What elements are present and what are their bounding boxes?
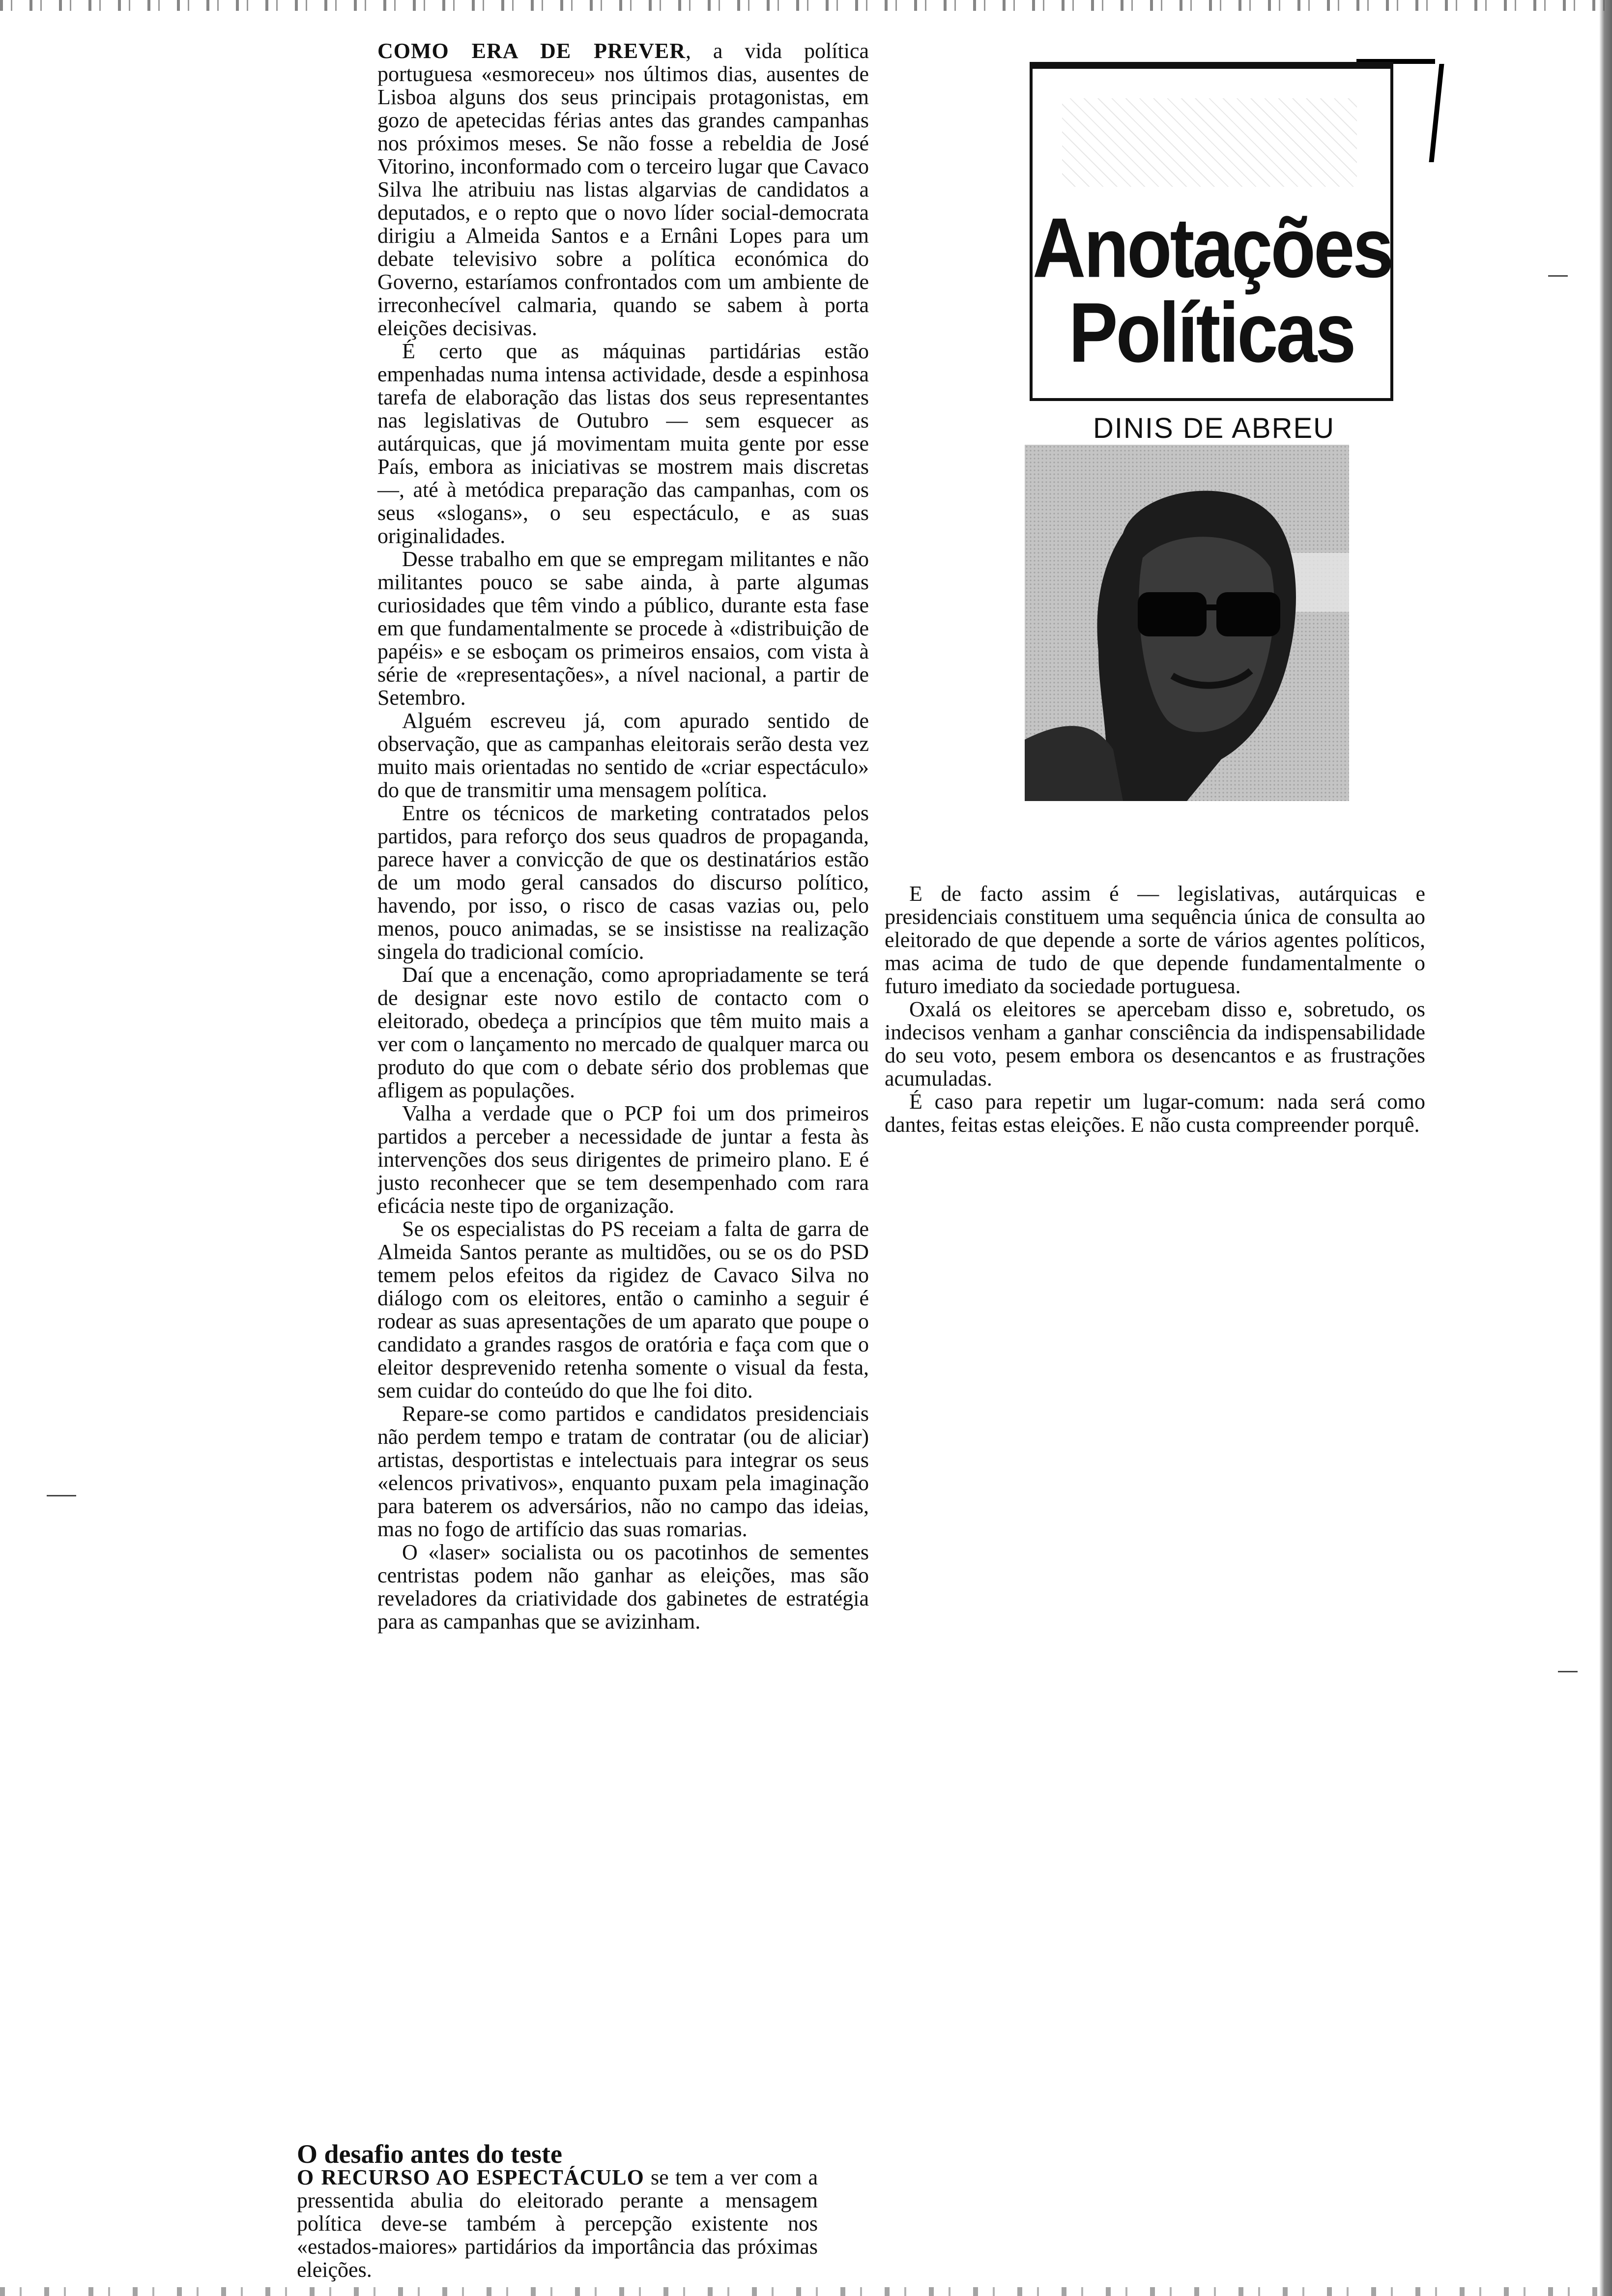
article-paragraph: Entre os técnicos de marketing contratados pelos partidos, para reforço dos seus quadros de propaganda, parece haver a convicção de que os destinatários estão de um modo geral cansados do discurso político, havendo, por isso, o risco de casas vazias ou, pelo menos, pouco animadas, se se insistisse na realização singela do tradicional comício. <box>377 801 869 964</box>
article-paragraph: Desse trabalho em que se empregam militantes e não militantes pouco se sabe ainda, à parte algumas curiosidades que têm vindo a público, durante esta fase em que fundamentalmente se procede à «distribuição de papéis» e se esboçam os primeiros ensaios, com vista à série de «representações», a nível nacional, a partir de Setembro. <box>377 547 869 710</box>
article-paragraph: Oxalá os eleitores se apercebam disso e, sobretudo, os indecisos venham a ganhar consciência da indispensabilidade do seu voto, pesem embora os desencantos e as frustrações acumuladas. <box>885 997 1425 1091</box>
column-title <box>1033 200 1392 380</box>
masthead-texture <box>1062 98 1357 187</box>
article-paragraph: Alguém escreveu já, com apurado sentido de observação, que as campanhas eleitorais serão desta vez muito mais orientadas no sentido de «criar espectáculo» do que de transmitir uma mensagem política. <box>377 709 869 802</box>
subheading: O desafio antes do teste <box>297 2139 562 2169</box>
article-column-right <box>885 882 1425 1136</box>
article-paragraph: É caso para repetir um lugar-comum: nada será como dantes, feitas estas eleições. E não custa compreender porquê. <box>885 1090 1425 1137</box>
column-title-line2: Políticas <box>1068 285 1354 380</box>
article-column-left-bottom <box>297 2139 818 2282</box>
article-paragraph: O «laser» socialista ou os pacotinhos de sementes centristas podem não ganhar as eleições, mas são reveladores da criatividade dos gabinetes de estratégia para as campanhas que se avizinham. <box>377 1540 869 1634</box>
column-masthead <box>1030 62 1393 401</box>
article-paragraph: E de facto assim é — legislativas, autárquicas e presidenciais constituem uma sequência única de consulta ao eleitorado de que depende a sorte de vários agentes políticos, mas acima de tudo de que depende fundamentalmente o futuro imediato da sociedade portuguesa. <box>885 882 1425 998</box>
section-lead-words: O RECURSO AO ESPECTÁCULO <box>297 2165 644 2189</box>
lead-paragraph-text: , a vida política portuguesa «esmoreceu» nos últimos dias, ausentes de Lisboa alguns dos seus principais protagonistas, em gozo de apetecidas férias antes das grandes campanhas nos próximos meses. Se não fosse a rebeldia de José Vitorino, inconformado com o terceiro lugar que Cavaco Silva lhe atribuiu nas listas algarvias de candidatos a deputados, e o repto que o novo líder social-democrata dirigiu a Almeida Santos e a Ernâni Lopes para um debate televisivo sobre a política económica do Governo, estaríamos confrontados com um ambiente de irreconhecível calmaria, quando se sabem à porta eleições decisivas. <box>377 39 869 340</box>
margin-mark <box>1548 275 1568 277</box>
scan-edge-bottom <box>0 2287 1612 2296</box>
article-paragraph <box>377 39 869 340</box>
article-paragraph <box>297 2166 818 2281</box>
section-paragraph-text: se tem a ver com a pressentida abulia do eleitorado perante a mensagem política deve-se também à percepção existente nos «estados-maiores» partidários da importância das próximas eleições. <box>297 2165 818 2282</box>
author-byline: DINIS DE ABREU <box>1093 412 1335 444</box>
article-paragraph: Se os especialistas do PS receiam a falta de garra de Almeida Santos perante as multidões, ou se os do PSD temem pelos efeitos da rigidez de Cavaco Silva no diálogo com os eleitores, então o caminho a seguir é rodear as suas apresentações de um aparato que poupe o candidato a grandes rasgos de oratória e faça com que o eleitor desprevenido retenha somente o visual da festa, sem cuidar do conteúdo do que lhe foi dito. <box>377 1217 869 1403</box>
author-portrait-image <box>1025 445 1349 801</box>
scan-edge-right <box>1599 0 1612 2296</box>
article-column-left <box>377 39 869 1633</box>
margin-mark <box>47 1495 76 1496</box>
column-title-line1: Anotações <box>1033 200 1392 295</box>
article-paragraph: Repare-se como partidos e candidatos presidenciais não perdem tempo e tratam de contratar (ou de aliciar) artistas, desportistas e intelectuais para integrar os seus «elencos privativos», enquanto puxam pela imaginação para baterem os adversários, não no campo das ideias, mas no fogo de artifício das suas romarias. <box>377 1402 869 1541</box>
lead-words: COMO ERA DE PREVER <box>377 39 686 63</box>
masthead-rule <box>1429 64 1444 162</box>
margin-mark <box>1558 1671 1578 1672</box>
author-photo <box>1025 445 1349 801</box>
article-paragraph: Valha a verdade que o PCP foi um dos primeiros partidos a perceber a necessidade de juntar a festa às intervenções dos seus dirigentes de primeiro plano. E é justo reconhecer que se tem desempenhado com rara eficácia neste tipo de organização. <box>377 1101 869 1218</box>
article-paragraph: É certo que as máquinas partidárias estão empenhadas numa intensa actividade, desde a espinhosa tarefa de elaboração das listas dos seus representantes nas legislativas de Outubro — sem esquecer as autárquicas, que já movimentam muita gente por esse País, embora as iniciativas se mostrem mais discretas —, até à metódica preparação das campanhas, com os seus «slogans», o seu espectáculo, e as suas originalidades. <box>377 339 869 548</box>
scan-edge-top <box>0 0 1612 11</box>
article-paragraph: Daí que a encenação, como apropriadamente se terá de designar este novo estilo de contacto com o eleitorado, obedeça a princípios que têm muito mais a ver com o lançamento no mercado de qualquer marca ou produto do que com o debate sério dos problemas que afligem as populações. <box>377 963 869 1102</box>
